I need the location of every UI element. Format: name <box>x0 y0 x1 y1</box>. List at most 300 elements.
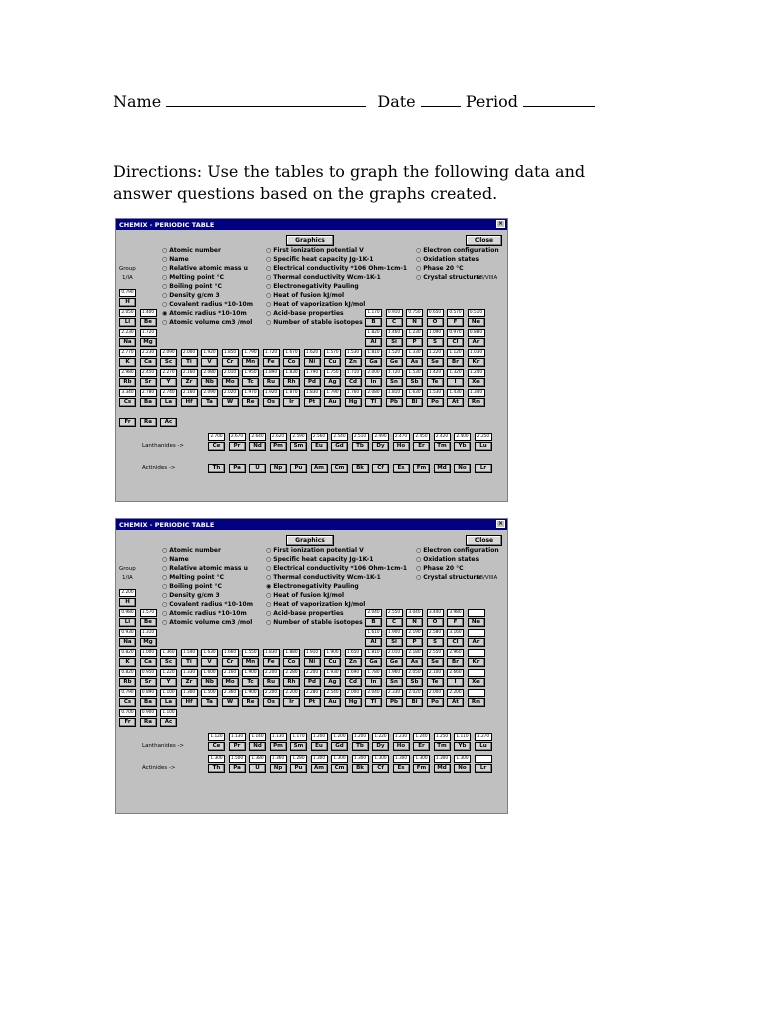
element-value: 1.810 <box>365 649 382 657</box>
element-xe[interactable]: Xe <box>468 378 485 387</box>
element-value: 1.900 <box>242 689 259 697</box>
element-rb[interactable]: Rb <box>119 378 136 387</box>
element-pu[interactable]: Pu <box>290 764 307 773</box>
option-radio[interactable]: ○ Acid-base properties <box>266 610 344 618</box>
element-po[interactable]: Po <box>427 698 444 707</box>
element-ni[interactable]: Ni <box>304 358 321 367</box>
element-nb[interactable]: Nb <box>201 678 218 687</box>
element-mg[interactable]: Mg <box>140 338 157 347</box>
element-c[interactable]: C <box>386 618 403 627</box>
element-ce[interactable]: Ce <box>208 442 225 451</box>
option-radio[interactable]: ○ Covalent radius *10-10m <box>162 301 253 309</box>
element-v[interactable]: V <box>201 358 218 367</box>
name-blank[interactable] <box>166 92 366 107</box>
element-pd[interactable]: Pd <box>304 378 321 387</box>
element-hg[interactable]: Hg <box>345 398 362 407</box>
element-ar[interactable]: Ar <box>468 338 485 347</box>
option-radio[interactable]: ○ Crystal structure <box>416 574 481 582</box>
element-th[interactable]: Th <box>208 464 225 473</box>
element-la[interactable]: La <box>160 398 177 407</box>
option-radio[interactable]: ○ Density g/cm 3 <box>162 292 220 300</box>
option-radio[interactable]: ○ Oxidation states <box>416 556 479 564</box>
date-blank[interactable] <box>421 92 461 107</box>
element-cs[interactable]: Cs <box>119 698 136 707</box>
element-i[interactable]: I <box>447 678 464 687</box>
element-value: 2.360 <box>222 689 239 697</box>
element-value: 1.310 <box>140 629 157 637</box>
element-ru[interactable]: Ru <box>263 378 280 387</box>
element-os[interactable]: Os <box>263 698 280 707</box>
option-radio[interactable]: ○ Covalent radius *10-10m <box>162 601 253 609</box>
element-al[interactable]: Al <box>365 338 382 347</box>
element-rb[interactable]: Rb <box>119 678 136 687</box>
element-eu[interactable]: Eu <box>311 442 328 451</box>
element-cd[interactable]: Cd <box>345 378 362 387</box>
element-value: 2.010 <box>222 369 239 377</box>
element-u[interactable]: U <box>249 464 266 473</box>
element-tc[interactable]: Tc <box>242 678 259 687</box>
option-radio[interactable]: ○ Atomic volume cm3 /mol <box>162 619 252 627</box>
element-fr[interactable]: Fr <box>119 418 136 427</box>
element-lu[interactable]: Lu <box>475 742 492 751</box>
element-cr[interactable]: Cr <box>222 358 239 367</box>
element-ru[interactable]: Ru <box>263 678 280 687</box>
option-radio[interactable]: ○ First ionization potential V <box>266 247 364 255</box>
element-gd[interactable]: Gd <box>331 442 348 451</box>
element-zr[interactable]: Zr <box>181 378 198 387</box>
element-no[interactable]: No <box>454 764 471 773</box>
element-pt[interactable]: Pt <box>304 698 321 707</box>
option-radio[interactable]: ○ First ionization potential V <box>266 547 364 555</box>
element-rn[interactable]: Rn <box>468 398 485 407</box>
element-o[interactable]: O <box>427 618 444 627</box>
element-fe[interactable]: Fe <box>263 358 280 367</box>
element-ne[interactable]: Ne <box>468 318 485 327</box>
element-h[interactable]: H <box>119 598 136 607</box>
element-no[interactable]: No <box>454 464 471 473</box>
option-radio[interactable]: ○ Electron configuration <box>416 547 499 555</box>
group-1-label: 1/IA <box>122 575 133 581</box>
element-value: 1.530 <box>345 349 362 357</box>
option-radio[interactable]: ○ Melting point °C <box>162 274 224 282</box>
element-ar[interactable]: Ar <box>468 638 485 647</box>
actinide-value: 1.300 <box>434 755 451 763</box>
option-radio[interactable]: ○ Relative atomic mass u <box>162 265 248 273</box>
element-pm[interactable]: Pm <box>270 442 287 451</box>
element-bk[interactable]: Bk <box>352 464 369 473</box>
element-tl[interactable]: Tl <box>365 698 382 707</box>
element-xe[interactable]: Xe <box>468 678 485 687</box>
element-fe[interactable]: Fe <box>263 658 280 667</box>
element-as[interactable]: As <box>406 358 423 367</box>
element-value <box>468 689 485 697</box>
element-ac[interactable]: Ac <box>160 418 177 427</box>
element-rn[interactable]: Rn <box>468 698 485 707</box>
element-n[interactable]: N <box>406 618 423 627</box>
element-sb[interactable]: Sb <box>406 378 423 387</box>
element-lu[interactable]: Lu <box>475 442 492 451</box>
element-dy[interactable]: Dy <box>372 742 389 751</box>
element-ca[interactable]: Ca <box>140 658 157 667</box>
graphics-button[interactable]: Graphics <box>286 235 334 246</box>
lanthanide-value: 1.130 <box>229 733 246 741</box>
option-radio[interactable]: ◉ Atomic radius *10-10m <box>162 310 247 318</box>
element-value: 0.510 <box>468 309 485 317</box>
element-cf[interactable]: Cf <box>372 764 389 773</box>
element-zn[interactable]: Zn <box>345 358 362 367</box>
element-b[interactable]: B <box>365 318 382 327</box>
element-rh[interactable]: Rh <box>283 678 300 687</box>
element-te[interactable]: Te <box>427 378 444 387</box>
element-value: 0.820 <box>119 649 136 657</box>
element-na[interactable]: Na <box>119 338 136 347</box>
element-co[interactable]: Co <box>283 358 300 367</box>
element-y[interactable]: Y <box>160 378 177 387</box>
element-re[interactable]: Re <box>242 398 259 407</box>
element-s[interactable]: S <box>427 638 444 647</box>
option-radio[interactable]: ○ Number of stable isotopes <box>266 619 363 627</box>
element-value: 1.330 <box>406 349 423 357</box>
element-sn[interactable]: Sn <box>386 378 403 387</box>
element-hg[interactable]: Hg <box>345 698 362 707</box>
element-value: 1.900 <box>386 629 403 637</box>
element-tm[interactable]: Tm <box>434 442 451 451</box>
element-tl[interactable]: Tl <box>365 398 382 407</box>
element-al[interactable]: Al <box>365 638 382 647</box>
element-mg[interactable]: Mg <box>140 638 157 647</box>
element-er[interactable]: Er <box>413 742 430 751</box>
option-radio[interactable]: ○ Phase 20 °C <box>416 265 464 273</box>
element-sb[interactable]: Sb <box>406 678 423 687</box>
element-lr[interactable]: Lr <box>475 464 492 473</box>
option-radio[interactable]: ○ Thermal conductivity Wcm-1K-1 <box>266 274 381 282</box>
element-cs[interactable]: Cs <box>119 398 136 407</box>
element-mn[interactable]: Mn <box>242 658 259 667</box>
element-k[interactable]: K <box>119 358 136 367</box>
option-radio[interactable]: ○ Electrical conductivity *106 Ohm-1cm-1 <box>266 265 407 273</box>
close-icon[interactable]: × <box>497 220 504 227</box>
option-radio[interactable]: ○ Number of stable isotopes <box>266 319 363 327</box>
element-u[interactable]: U <box>249 764 266 773</box>
element-yb[interactable]: Yb <box>454 442 471 451</box>
element-zr[interactable]: Zr <box>181 678 198 687</box>
element-value: 2.000 <box>427 689 444 697</box>
element-si[interactable]: Si <box>386 638 403 647</box>
option-radio[interactable]: ○ Atomic number <box>162 247 221 255</box>
element-value: 1.900 <box>242 669 259 677</box>
element-cu[interactable]: Cu <box>324 358 341 367</box>
option-radio[interactable]: ◉ Electronegativity Pauling <box>266 583 359 591</box>
element-in[interactable]: In <box>365 378 382 387</box>
element-at[interactable]: At <box>447 398 464 407</box>
element-pb[interactable]: Pb <box>386 398 403 407</box>
element-ti[interactable]: Ti <box>181 658 198 667</box>
element-se[interactable]: Se <box>427 658 444 667</box>
element-ir[interactable]: Ir <box>283 398 300 407</box>
option-radio[interactable]: ○ Relative atomic mass u <box>162 565 248 573</box>
element-ta[interactable]: Ta <box>201 398 218 407</box>
element-in[interactable]: In <box>365 678 382 687</box>
element-sn[interactable]: Sn <box>386 678 403 687</box>
element-pd[interactable]: Pd <box>304 678 321 687</box>
element-as[interactable]: As <box>406 658 423 667</box>
element-pr[interactable]: Pr <box>229 742 246 751</box>
element-fr[interactable]: Fr <box>119 718 136 727</box>
element-value: 2.230 <box>140 349 157 357</box>
element-bk[interactable]: Bk <box>352 764 369 773</box>
option-radio[interactable]: ○ Boiling point °C <box>162 583 222 591</box>
element-os[interactable]: Os <box>263 398 280 407</box>
element-at[interactable]: At <box>447 698 464 707</box>
element-be[interactable]: Be <box>140 618 157 627</box>
element-ac[interactable]: Ac <box>160 718 177 727</box>
element-po[interactable]: Po <box>427 398 444 407</box>
close-button[interactable]: Close <box>466 235 502 246</box>
option-radio[interactable]: ○ Electrical conductivity *106 Ohm-1cm-1 <box>266 565 407 573</box>
element-mo[interactable]: Mo <box>222 378 239 387</box>
element-cl[interactable]: Cl <box>447 638 464 647</box>
element-p[interactable]: P <box>406 638 423 647</box>
option-radio[interactable]: ○ Atomic number <box>162 547 221 555</box>
element-ce[interactable]: Ce <box>208 742 225 751</box>
element-nd[interactable]: Nd <box>249 442 266 451</box>
element-er[interactable]: Er <box>413 442 430 451</box>
element-value: 1.830 <box>304 389 321 397</box>
option-radio[interactable]: ○ Phase 20 °C <box>416 565 464 573</box>
element-es[interactable]: Es <box>393 764 410 773</box>
element-hf[interactable]: Hf <box>181 398 198 407</box>
element-ca[interactable]: Ca <box>140 358 157 367</box>
element-value: 1.400 <box>140 309 157 317</box>
element-si[interactable]: Si <box>386 338 403 347</box>
element-ag[interactable]: Ag <box>324 378 341 387</box>
periodic-table-window-1 <box>115 218 508 502</box>
lanthanide-value: 2.450 <box>413 433 430 441</box>
element-pt[interactable]: Pt <box>304 398 321 407</box>
option-radio[interactable]: ○ Specific heat capacity Jg-1K-1 <box>266 256 373 264</box>
option-radio[interactable]: ○ Name <box>162 556 189 564</box>
lanthanide-value: 2.590 <box>290 433 307 441</box>
element-tb[interactable]: Tb <box>352 442 369 451</box>
element-am[interactable]: Am <box>311 464 328 473</box>
element-kr[interactable]: Kr <box>468 658 485 667</box>
element-eu[interactable]: Eu <box>311 742 328 751</box>
option-radio[interactable]: ○ Atomic volume cm3 /mol <box>162 319 252 327</box>
element-se[interactable]: Se <box>427 358 444 367</box>
element-tm[interactable]: Tm <box>434 742 451 751</box>
element-value: 1.360 <box>160 649 177 657</box>
element-f[interactable]: F <box>447 318 464 327</box>
element-value: 0.950 <box>140 669 157 677</box>
element-v[interactable]: V <box>201 658 218 667</box>
element-md[interactable]: Md <box>434 464 451 473</box>
option-radio[interactable]: ○ Boiling point °C <box>162 283 222 291</box>
actinide-value: 1.300 <box>372 755 389 763</box>
element-value: 0.750 <box>406 309 423 317</box>
element-li[interactable]: Li <box>119 318 136 327</box>
option-radio[interactable]: ○ Melting point °C <box>162 574 224 582</box>
element-value: 0.700 <box>119 709 136 717</box>
element-sr[interactable]: Sr <box>140 378 157 387</box>
element-value: 1.570 <box>140 609 157 617</box>
element-be[interactable]: Be <box>140 318 157 327</box>
element-ag[interactable]: Ag <box>324 678 341 687</box>
element-es[interactable]: Es <box>393 464 410 473</box>
lanthanide-value: 2.700 <box>208 433 225 441</box>
element-cd[interactable]: Cd <box>345 678 362 687</box>
element-f[interactable]: F <box>447 618 464 627</box>
element-mn[interactable]: Mn <box>242 358 259 367</box>
element-ra[interactable]: Ra <box>140 418 157 427</box>
element-tb[interactable]: Tb <box>352 742 369 751</box>
element-value: 1.950 <box>242 369 259 377</box>
element-pa[interactable]: Pa <box>229 764 246 773</box>
element-np[interactable]: Np <box>270 464 287 473</box>
element-br[interactable]: Br <box>447 658 464 667</box>
element-pb[interactable]: Pb <box>386 698 403 707</box>
element-au[interactable]: Au <box>324 698 341 707</box>
option-radio[interactable]: ○ Heat of fusion kJ/mol <box>266 292 344 300</box>
element-am[interactable]: Am <box>311 764 328 773</box>
element-pm[interactable]: Pm <box>270 742 287 751</box>
option-radio[interactable]: ○ Specific heat capacity Jg-1K-1 <box>266 556 373 564</box>
element-w[interactable]: W <box>222 398 239 407</box>
element-mo[interactable]: Mo <box>222 678 239 687</box>
element-ir[interactable]: Ir <box>283 698 300 707</box>
element-sm[interactable]: Sm <box>290 442 307 451</box>
element-cf[interactable]: Cf <box>372 464 389 473</box>
element-yb[interactable]: Yb <box>454 742 471 751</box>
element-s[interactable]: S <box>427 338 444 347</box>
element-i[interactable]: I <box>447 378 464 387</box>
element-value: 2.040 <box>365 689 382 697</box>
element-value: 0.980 <box>119 609 136 617</box>
element-dy[interactable]: Dy <box>372 442 389 451</box>
element-cl[interactable]: Cl <box>447 338 464 347</box>
element-nd[interactable]: Nd <box>249 742 266 751</box>
group-18-label: 18/VIIIA <box>476 275 498 281</box>
element-rh[interactable]: Rh <box>283 378 300 387</box>
element-co[interactable]: Co <box>283 658 300 667</box>
element-tc[interactable]: Tc <box>242 378 259 387</box>
element-cu[interactable]: Cu <box>324 658 341 667</box>
element-hf[interactable]: Hf <box>181 698 198 707</box>
option-radio[interactable]: ○ Oxidation states <box>416 256 479 264</box>
element-sc[interactable]: Sc <box>160 358 177 367</box>
element-np[interactable]: Np <box>270 764 287 773</box>
element-ga[interactable]: Ga <box>365 658 382 667</box>
element-cm[interactable]: Cm <box>331 464 348 473</box>
element-li[interactable]: Li <box>119 618 136 627</box>
element-bi[interactable]: Bi <box>406 398 423 407</box>
option-radio[interactable]: ○ Heat of vaporization kJ/mol <box>266 601 365 609</box>
element-au[interactable]: Au <box>324 398 341 407</box>
element-value: 0.930 <box>119 629 136 637</box>
element-fm[interactable]: Fm <box>413 464 430 473</box>
element-gd[interactable]: Gd <box>331 742 348 751</box>
element-ta[interactable]: Ta <box>201 698 218 707</box>
option-radio[interactable]: ○ Name <box>162 256 189 264</box>
element-re[interactable]: Re <box>242 698 259 707</box>
element-y[interactable]: Y <box>160 678 177 687</box>
element-fm[interactable]: Fm <box>413 764 430 773</box>
element-w[interactable]: W <box>222 698 239 707</box>
element-cr[interactable]: Cr <box>222 658 239 667</box>
option-radio[interactable]: ○ Heat of vaporization kJ/mol <box>266 301 365 309</box>
period-blank[interactable] <box>523 92 595 107</box>
element-k[interactable]: K <box>119 658 136 667</box>
element-value: 1.650 <box>345 649 362 657</box>
element-md[interactable]: Md <box>434 764 451 773</box>
element-te[interactable]: Te <box>427 678 444 687</box>
option-radio[interactable]: ○ Crystal structure <box>416 274 481 282</box>
element-bi[interactable]: Bi <box>406 698 423 707</box>
close-icon[interactable]: × <box>497 520 504 527</box>
option-radio[interactable]: ○ Acid-base properties <box>266 310 344 318</box>
option-radio[interactable]: ○ Electron configuration <box>416 247 499 255</box>
option-radio[interactable]: ○ Thermal conductivity Wcm-1K-1 <box>266 574 381 582</box>
element-value: 1.090 <box>427 329 444 337</box>
element-value: 1.880 <box>283 649 300 657</box>
element-value: 3.980 <box>447 609 464 617</box>
element-na[interactable]: Na <box>119 638 136 647</box>
element-ne[interactable]: Ne <box>468 618 485 627</box>
graphics-button[interactable]: Graphics <box>286 535 334 546</box>
option-radio[interactable]: ○ Heat of fusion kJ/mol <box>266 592 344 600</box>
element-pa[interactable]: Pa <box>229 464 246 473</box>
element-nb[interactable]: Nb <box>201 378 218 387</box>
element-th[interactable]: Th <box>208 764 225 773</box>
element-sr[interactable]: Sr <box>140 678 157 687</box>
element-lr[interactable]: Lr <box>475 764 492 773</box>
element-ba[interactable]: Ba <box>140 398 157 407</box>
element-pr[interactable]: Pr <box>229 442 246 451</box>
element-sm[interactable]: Sm <box>290 742 307 751</box>
element-o[interactable]: O <box>427 318 444 327</box>
element-ra[interactable]: Ra <box>140 718 157 727</box>
element-kr[interactable]: Kr <box>468 358 485 367</box>
close-button[interactable]: Close <box>466 535 502 546</box>
element-ba[interactable]: Ba <box>140 698 157 707</box>
option-radio[interactable]: ○ Electronegativity Pauling <box>266 283 359 291</box>
element-b[interactable]: B <box>365 618 382 627</box>
group-label: Group <box>119 566 136 572</box>
element-ho[interactable]: Ho <box>393 442 410 451</box>
element-cm[interactable]: Cm <box>331 764 348 773</box>
option-radio[interactable]: ○ Density g/cm 3 <box>162 592 220 600</box>
element-ho[interactable]: Ho <box>393 742 410 751</box>
actinides-label: Actinides -> <box>142 465 176 471</box>
element-p[interactable]: P <box>406 338 423 347</box>
element-n[interactable]: N <box>406 318 423 327</box>
option-radio[interactable]: ○ Atomic radius *10-10m <box>162 610 247 618</box>
element-ti[interactable]: Ti <box>181 358 198 367</box>
element-value: 2.080 <box>365 389 382 397</box>
element-ni[interactable]: Ni <box>304 658 321 667</box>
element-value: 2.190 <box>406 629 423 637</box>
element-sc[interactable]: Sc <box>160 658 177 667</box>
element-pu[interactable]: Pu <box>290 464 307 473</box>
element-h[interactable]: H <box>119 298 136 307</box>
element-ge[interactable]: Ge <box>386 358 403 367</box>
element-br[interactable]: Br <box>447 358 464 367</box>
element-zn[interactable]: Zn <box>345 658 362 667</box>
element-la[interactable]: La <box>160 698 177 707</box>
element-c[interactable]: C <box>386 318 403 327</box>
element-ga[interactable]: Ga <box>365 358 382 367</box>
element-ge[interactable]: Ge <box>386 658 403 667</box>
element-value: 0.970 <box>447 329 464 337</box>
